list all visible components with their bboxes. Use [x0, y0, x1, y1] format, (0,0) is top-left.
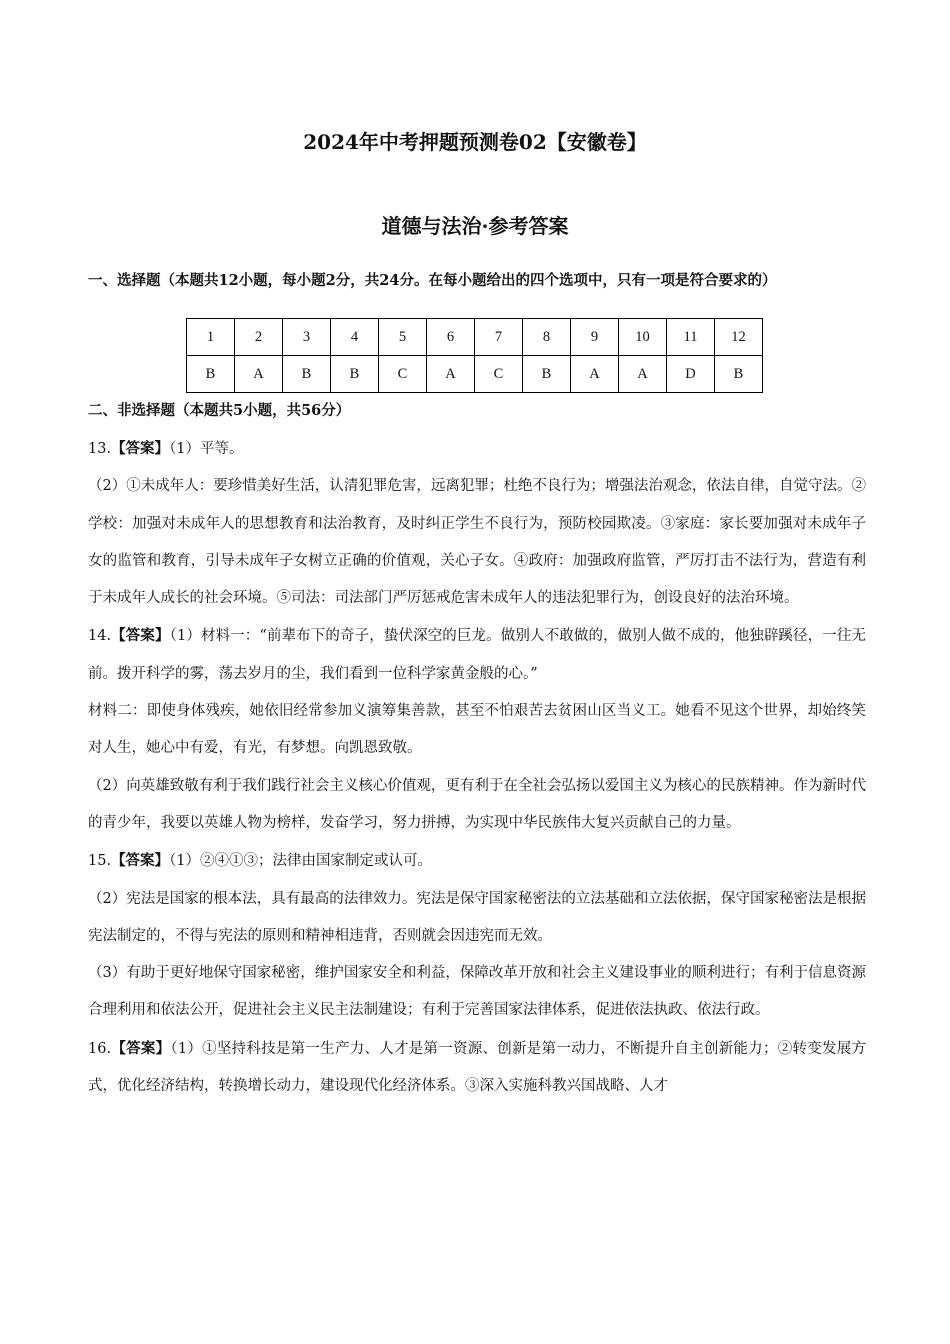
q15-part1: （1）②④①③；法律由国家制定或认可。 [169, 853, 433, 870]
answer-cell: B [283, 356, 331, 393]
answer-cell: B [523, 356, 571, 393]
q15-number: 15. [88, 853, 112, 870]
answer-cell: A [571, 356, 619, 393]
q14-part1: （1）材料一：“前辈布下的奇子，蛰伏深空的巨龙。做别人不敢做的，做别人做不成的，他独辟蹊径，一往无前。拨开科学的雾，荡去岁月的尘，我们看到一位科学家黄金般的心。” [88, 628, 867, 682]
q13-line1 [88, 430, 866, 468]
q13-number: 13. [88, 441, 112, 457]
question-number: 11 [667, 319, 715, 356]
question-number: 1 [187, 319, 235, 356]
question-number: 6 [427, 319, 475, 356]
answer-cell: A [427, 356, 475, 393]
q14-part2: （2）向英雄致敬有利于我们践行社会主义核心价值观，更有利于在全社会弘扬以爱国主义为核心的民族精神。作为新时代的青少年，我要以英雄人物为榜样，发奋学习，努力拼搏，为实现中华民族伟大复兴贡献自己的力量。 [88, 777, 866, 831]
q16-line1 [88, 1030, 866, 1106]
answer-cell: B [715, 356, 763, 393]
q14-number: 14. [88, 628, 112, 645]
q14-line1 [88, 617, 866, 693]
question-number: 10 [619, 319, 667, 356]
question-number: 2 [235, 319, 283, 356]
question-number: 8 [523, 319, 571, 356]
answer-body [88, 430, 866, 1105]
answer-cell: C [475, 356, 523, 393]
question-number-row [187, 319, 763, 356]
section1-heading: 一、选择题（本题共12小题，每小题2分，共24分。在每小题给出的四个选项中，只有一项是符合要求的） [88, 272, 777, 289]
answer-table [186, 318, 763, 393]
answer-cell: A [235, 356, 283, 393]
question-number: 4 [331, 319, 379, 356]
answer-cell: B [331, 356, 379, 393]
exam-subtitle: 道德与法治·参考答案 [381, 214, 569, 238]
answer-cell: C [379, 356, 427, 393]
q14-material2: 材料二：即使身体残疾，她依旧经常参加义演筹集善款，甚至不怕艰苦去贫困山区当义工。她看不见这个世界，却始终笑对人生，她心中有爱，有光，有梦想。向凯恩致敬。 [88, 703, 866, 757]
question-number: 7 [475, 319, 523, 356]
exam-title: 2024年中考押题预测卷02【安徽卷】 [303, 130, 647, 154]
answer-row [187, 356, 763, 393]
q14-answer-tag: 【答案】 [111, 627, 170, 645]
q16-answer-tag: 【答案】 [111, 1039, 171, 1057]
q13-part2: （2）①未成年人：要珍惜美好生活，认清犯罪危害，远离犯罪；杜绝不良行为；增强法治观念，依法自律，自觉守法。②学校：加强对未成年人的思想教育和法治教育，及时纠正学生不良行为，预防校园欺凌。③家庭：家长要加强对未成年子女的监管和教育，引导未成年子女树立正确的价值观，关心子女。④政府：加强政府监管，严厉打击不法行为，营造有利于未成年人成长的社会环境。⑤司法：司法部门严厉惩戒危害未成年人的违法犯罪行为，创设良好的法治环境。 [88, 478, 866, 607]
answer-cell: B [187, 356, 235, 393]
q15-line1 [88, 842, 866, 880]
question-number: 3 [283, 319, 331, 356]
q13-answer-tag: 【答案】 [111, 440, 170, 457]
answer-cell: A [619, 356, 667, 393]
q15-part3: （3）有助于更好地保守国家秘密，维护国家安全和利益，保障改革开放和社会主义建设事业的顺利进行；有利于信息资源合理利用和依法公开，促进社会主义民主法制建设；有利于完善国家法律体系，促进依法执政、依法行政。 [88, 965, 866, 1019]
q13-part1: （1）平等。 [169, 441, 244, 457]
q15-part2: （2）宪法是国家的根本法，具有最高的法律效力。宪法是保守国家秘密法的立法基础和立法依据，保守国家秘密法是根据宪法制定的，不得与宪法的原则和精神相违背，否则就会因违宪而无效。 [88, 890, 866, 944]
q15-answer-tag: 【答案】 [111, 852, 170, 870]
q16-part1: （1）①坚持科技是第一生产力、人才是第一资源、创新是第一动力，不断提升自主创新能力；②转变发展方式，优化经济结构，转换增长动力，建设现代化经济体系。③深入实施科教兴国战略、人才 [88, 1040, 866, 1095]
q16-number: 16. [88, 1040, 112, 1057]
question-number: 5 [379, 319, 427, 356]
question-number: 9 [571, 319, 619, 356]
question-number: 12 [715, 319, 763, 356]
answer-cell: D [667, 356, 715, 393]
section2-heading: 二、非选择题（本题共5小题，共56分） [88, 402, 351, 419]
